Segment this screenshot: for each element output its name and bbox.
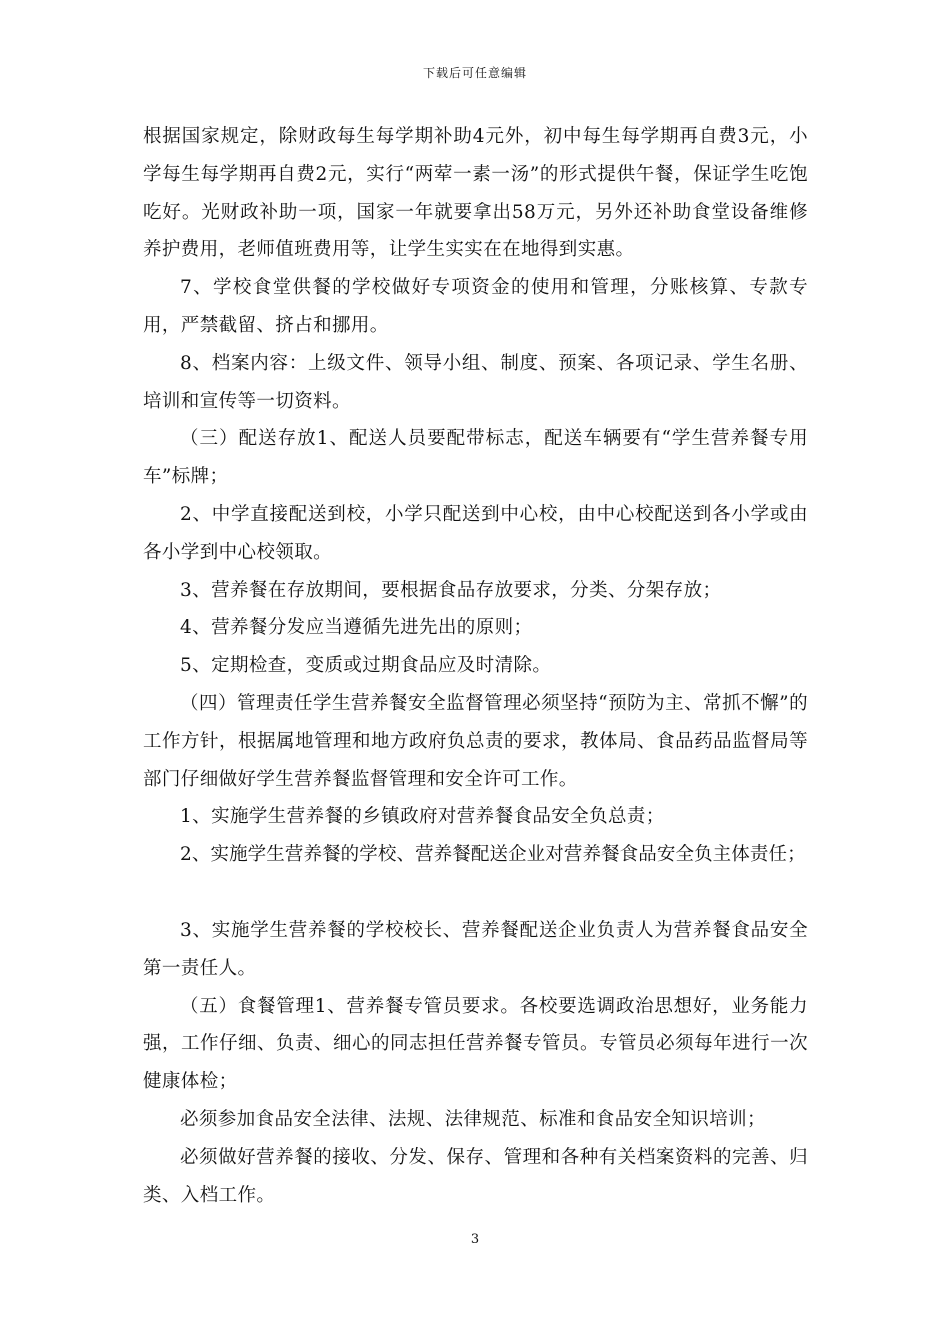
paragraph-training: 必须参加食品安全法律、法规、法律规范、标准和食品安全知识培训； <box>180 1108 766 1130</box>
paragraph-delivery-3: 3、营养餐在存放期间，要根据食品存放要求，分类、分架存放； <box>180 579 722 601</box>
paragraph-responsibility-2: 2、实施学生营养餐的学校、营养餐配送企业对营养餐食品安全负主体责任； <box>180 844 806 866</box>
paragraph-delivery-5: 5、定期检查，变质或过期食品应及时清除。 <box>180 655 552 677</box>
paragraph-section-5: （五）食餐管理1、营养餐专管员要求。各校要选调政治思想好，业务能力强，工作仔细、负责、细心的同志担任营养餐专管员。专管员必须每年进行一次健康体检； <box>143 995 808 1093</box>
paragraph-delivery-4: 4、营养餐分发应当遵循先进先出的原则； <box>180 617 533 639</box>
page-number: 3 <box>470 1232 480 1247</box>
paragraph-archiving: 必须做好营养餐的接收、分发、保存、管理和各种有关档案资料的完善、归类、入档工作。 <box>143 1146 808 1206</box>
paragraph-delivery-2: 2、中学直接配送到校，小学只配送到中心校，由中心校配送到各小学或由各小学到中心校领取。 <box>143 503 808 563</box>
paragraph-responsibility-3: 3、实施学生营养餐的学校校长、营养餐配送企业负责人为营养餐食品安全第一责任人。 <box>143 919 808 979</box>
paragraph-responsibility-1: 1、实施学生营养餐的乡镇政府对营养餐食品安全负总责； <box>180 806 665 828</box>
paragraph-section-4: （四）管理责任学生营养餐安全监督管理必须坚持“预防为主、常抓不懈”的工作方针，根据属地管理和地方政府负总责的要求，教体局、食品药品监督局等部门仔细做好学生营养餐监督管理和安全许可工作。 <box>143 692 808 790</box>
page-header: 下载后可任意编辑 <box>422 66 527 80</box>
paragraph-section-3: （三）配送存放1、配送人员要配带标志，配送车辆要有“学生营养餐专用车”标牌； <box>143 428 808 488</box>
paragraph-item-7: 7、学校食堂供餐的学校做好专项资金的使用和管理，分账核算、专款专用，严禁截留、挤占和挪用。 <box>143 277 808 336</box>
paragraph-item-8: 8、档案内容：上级文件、领导小组、制度、预案、各项记录、学生名册、培训和宣传等一切资料。 <box>143 352 808 412</box>
paragraph-gap <box>143 874 808 912</box>
paragraph-subsidy: 根据国家规定，除财政每生每学期补助4元外，初中每生每学期再自费3元，小学每生每学期再自费2元，实行“两荤一素一汤”的形式提供午餐，保证学生吃饱吃好。光财政补助一项，国家一年就要拿出58万元，另外还补助食堂设备维修养护费用，老师值班费用等，让学生实实在在地得到实惠。 <box>143 126 808 261</box>
document-body <box>143 118 808 1214</box>
